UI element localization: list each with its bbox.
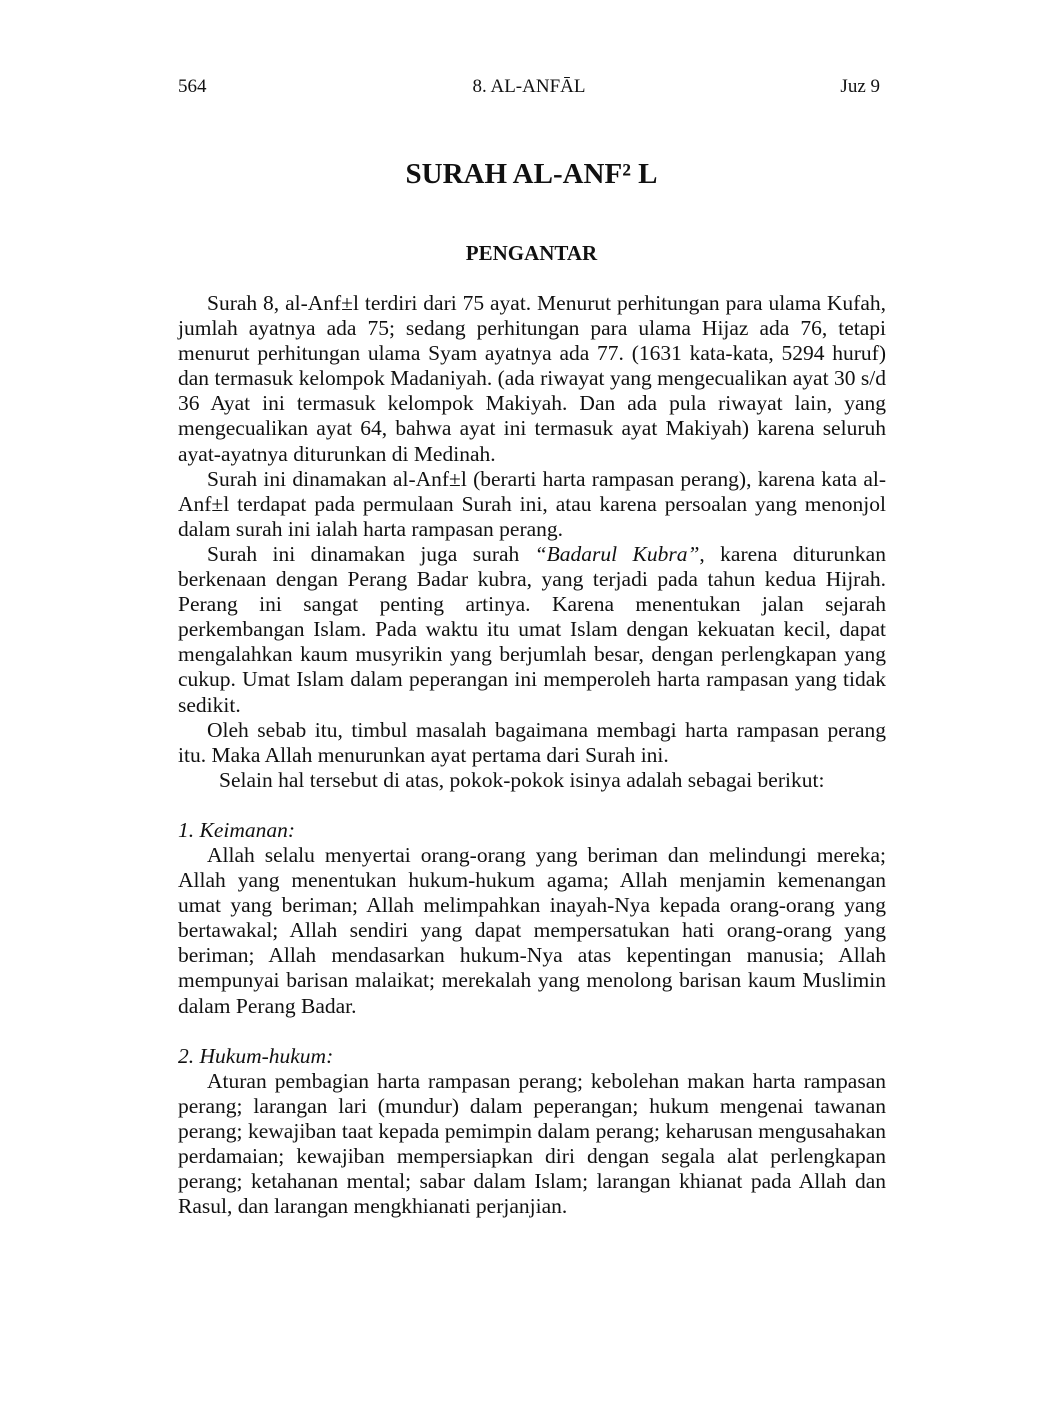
intro-paragraph-3	[178, 542, 886, 718]
intro-paragraph-1: Surah 8, al-Anf±l terdiri dari 75 ayat. Menurut perhitungan para ulama Kufah, jumlah ayatnya ada 75; sedang perhitungan para ulama Hijaz ada 76, tetapi menurut perhitungan ulama Syam ayatnya ada 77. (1631 kata-kata, 5294 huruf) dan termasuk kelompok Madaniyah. (ada riwayat yang mengecualikan ayat 30 s/d 36 Ayat ini termasuk kelompok Makiyah. Dan ada pula riwayat lain, yang mengecualikan ayat 64, bahwa ayat ini termasuk ayat Makiyah) karena seluruh ayat-ayatnya diturunkan di Medinah.	[178, 291, 886, 466]
section-subtitle: PENGANTAR	[465, 241, 598, 265]
section-text-keimanan: Allah selalu menyertai orang-orang yang beriman dan melindungi mereka; Allah yang menentukan hukum-hukum agama; Allah menjamin kemenangan umat yang beriman; Allah melimpahkan inayah-Nya kepada orang-orang yang bertawakal; Allah sendiri yang dapat mempersatukan hati orang-orang yang beriman; Allah mendasarkan hukum-Nya atas kepentingan manusia; Allah mempunyai barisan malaikat; merekalah yang menolong barisan kaum Muslimin dalam Perang Badar.	[178, 842, 886, 1018]
intro-paragraph-4: Oleh sebab itu, timbul masalah bagaimana membagi harta rampasan perang itu. Maka Allah menurunkan ayat pertama dari Surah ini.	[178, 717, 886, 767]
page-title: SURAH AL-ANF² L	[405, 158, 658, 190]
section-heading-hukum: 2. Hukum-hukum:	[178, 1043, 334, 1068]
intro-paragraph-5: Selain hal tersebut di atas, pokok-pokok isinya adalah sebagai berikut:	[219, 767, 825, 792]
paragraph-3-italic-name: “Badarul Kubra”	[534, 541, 700, 566]
section-text-hukum: Aturan pembagian harta rampasan perang; kebolehan makan harta rampasan perang; larangan lari (mundur) dalam peperangan; hukum mengenai tawanan perang; kewajiban taat kepada pemimpin dalam perang; keharusan mengusahakan perdamaian; kewajiban mempersiapkan diri dengan segala alat perlengkapan perang; ketahanan mental; sabar dalam Islam; larangan khianat pada Allah dan Rasul, dan larangan mengkhianati perjanjian.	[178, 1068, 886, 1219]
paragraph-3-rest: , karena diturunkan berkenaan dengan Perang Badar kubra, yang terjadi pada tahun kedua Hijrah. Perang ini sangat penting artinya. Karena menentukan jalan sejarah perkembangan Islam. Pada waktu itu umat Islam dengan kekuatan kecil, dapat mengalahkan kaum musyrikin yang berjumlah besar, dengan perlengkapan yang cukup. Umat Islam dalam peperangan ini memperoleh harta rampasan yang tidak sedikit.	[178, 541, 886, 717]
running-surah-name: 8. AL-ANFĀL	[472, 76, 586, 97]
main-text	[178, 291, 886, 1219]
paragraph-3-start: Surah ini dinamakan juga surah	[207, 541, 535, 566]
intro-paragraph-2: Surah ini dinamakan al-Anf±l (berarti harta rampasan perang), karena kata al-Anf±l terdapat pada permulaan Surah ini, atau karena persoalan yang menonjol dalam surah ini ialah harta rampasan perang.	[178, 466, 886, 541]
section-heading-keimanan: 1. Keimanan:	[178, 817, 296, 842]
juz-label: Juz 9	[840, 76, 880, 97]
running-header	[178, 76, 880, 102]
page-number: 564	[178, 76, 207, 97]
